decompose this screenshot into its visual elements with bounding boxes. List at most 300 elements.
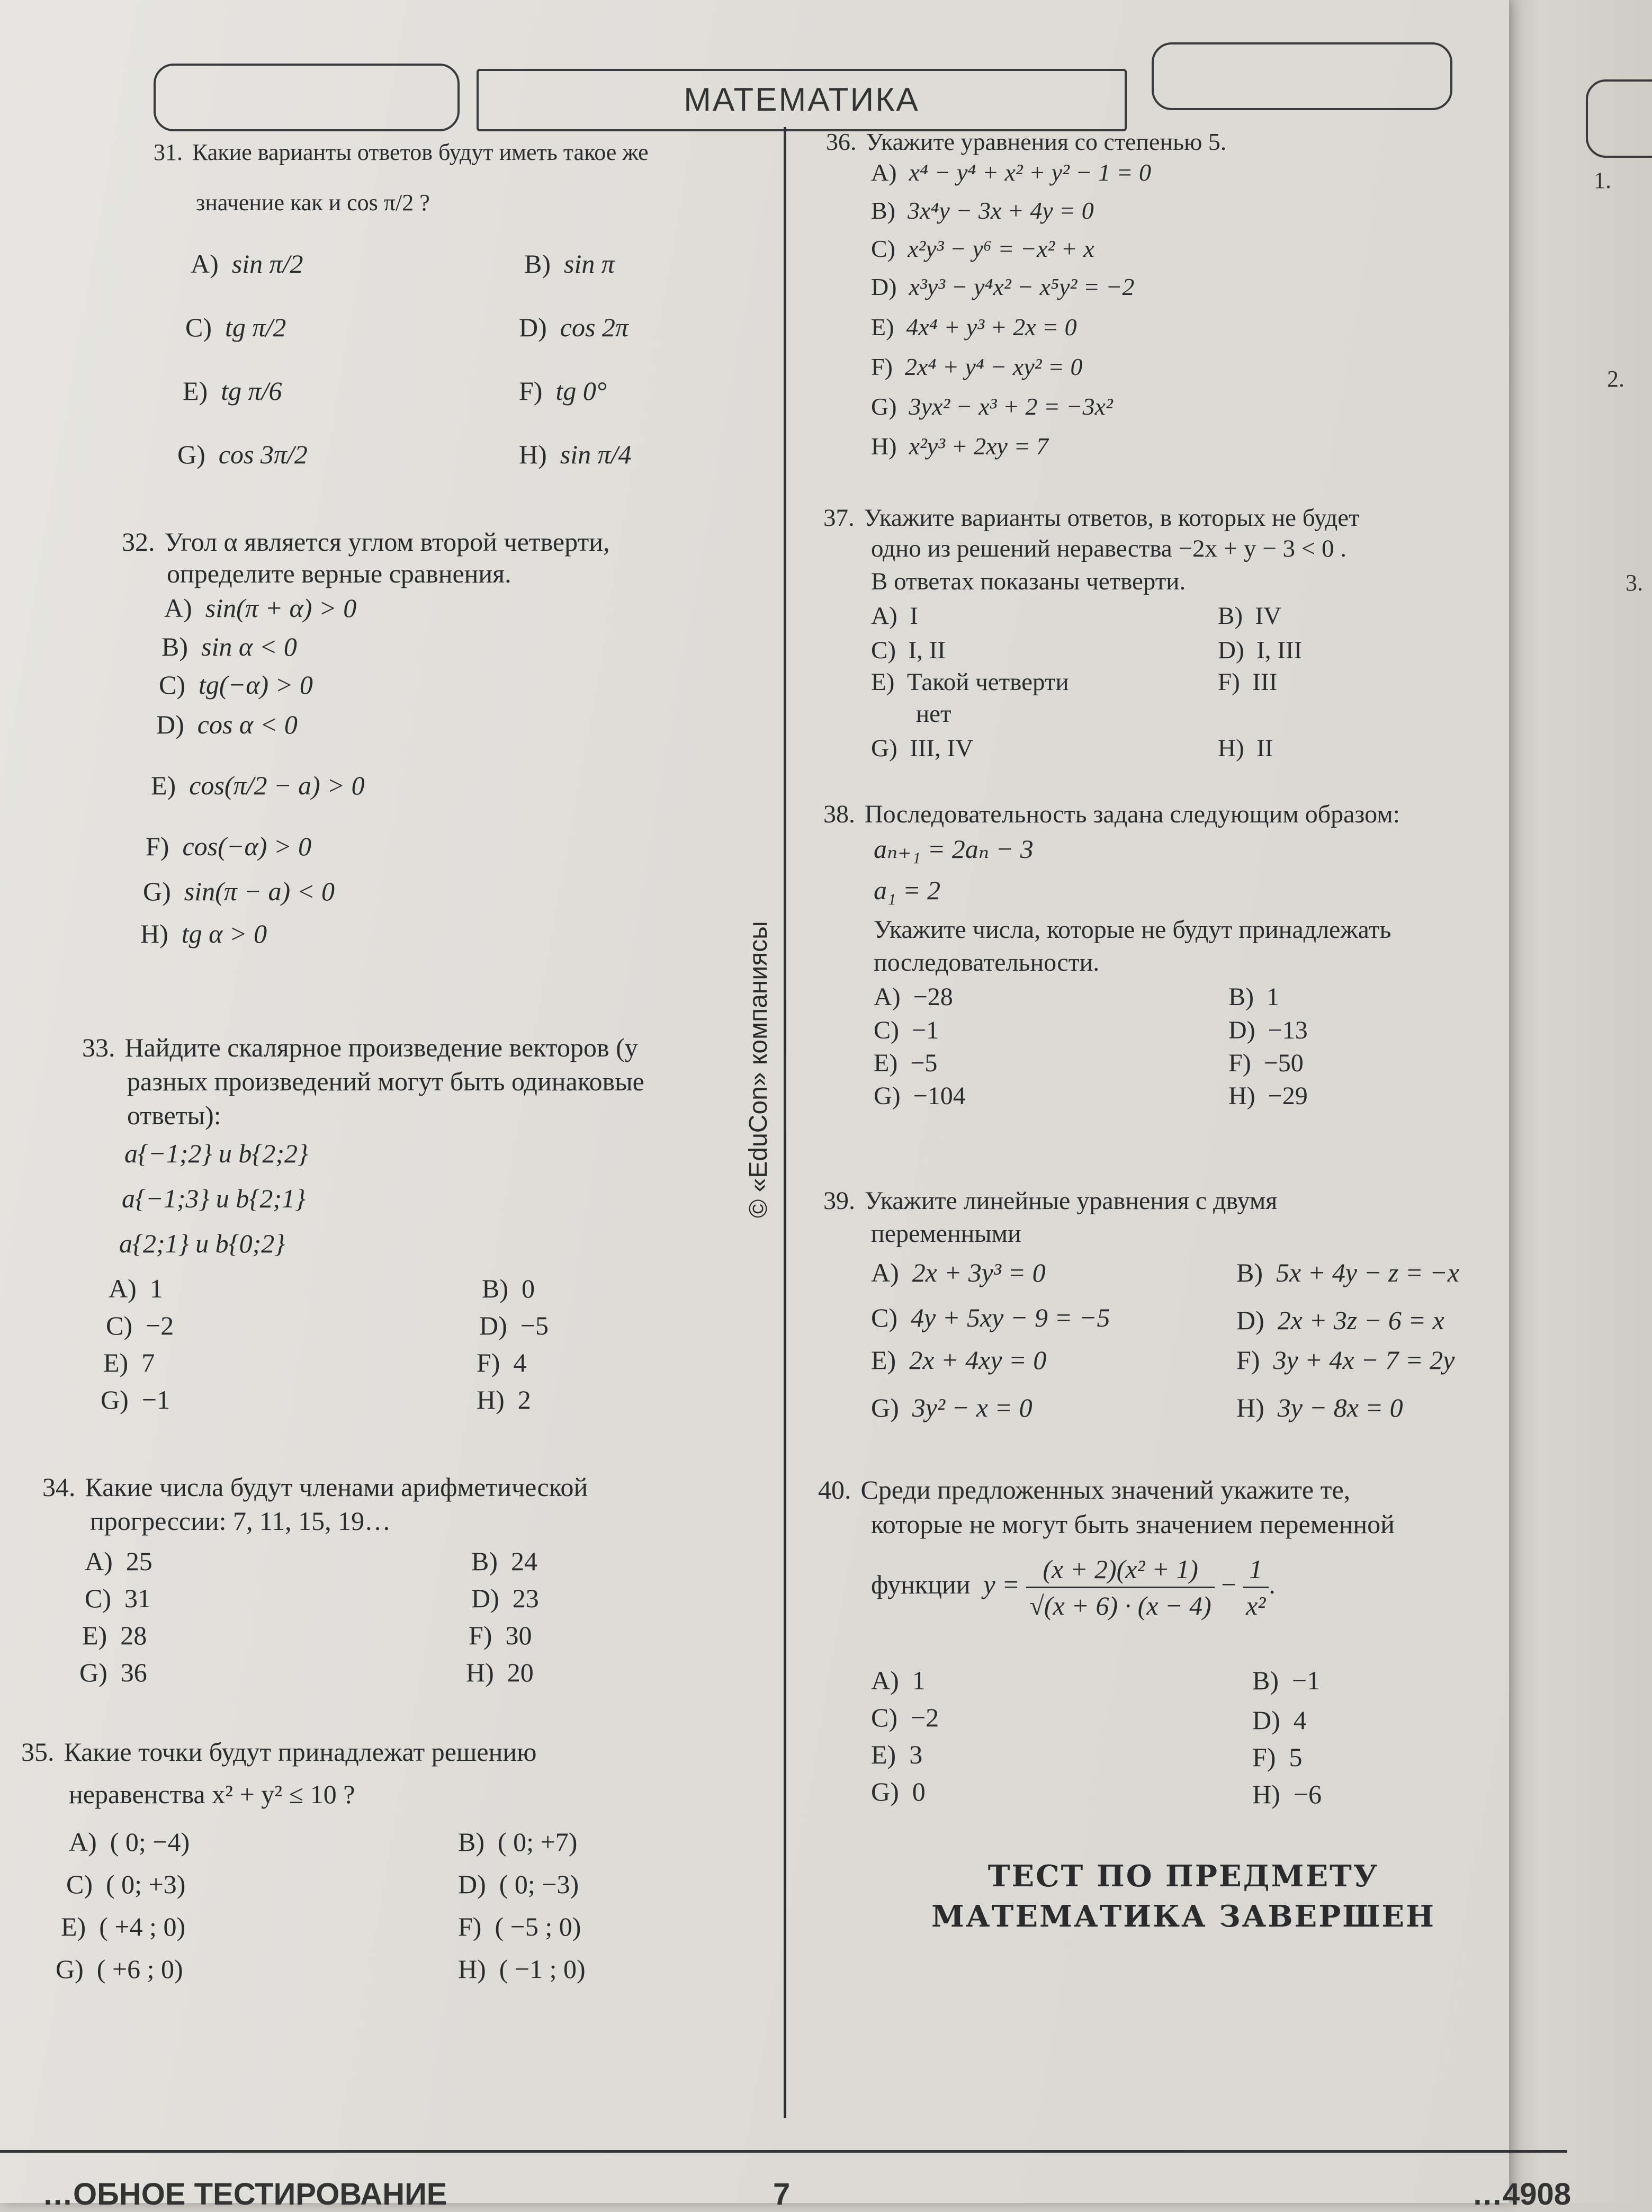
option-text: I, II <box>908 637 946 664</box>
footer-right: …4908 <box>1472 2177 1572 2211</box>
option-label: A) <box>191 249 219 279</box>
question-37-stem-2: одно из решений неравества −2x + y − 3 < 0 . <box>871 535 1346 562</box>
option-text: 23 <box>512 1583 539 1613</box>
option-label: E) <box>61 1912 86 1941</box>
option-label: D) <box>479 1311 507 1340</box>
option-35-h[interactable] <box>458 1951 586 1986</box>
option-text: ( 0; +7) <box>498 1827 578 1857</box>
option-label: B) <box>871 197 895 224</box>
option-38-a[interactable] <box>874 980 953 1015</box>
option-text: 3y + 4x − 7 = 2y <box>1273 1345 1455 1375</box>
option-text: 2 <box>517 1385 531 1414</box>
option-text: −6 <box>1293 1779 1322 1809</box>
option-39-g[interactable] <box>871 1390 1032 1425</box>
option-31-e[interactable] <box>183 373 282 408</box>
option-label: F) <box>1252 1742 1276 1772</box>
option-text: 3 <box>909 1740 923 1769</box>
bottom-rule <box>0 2150 1567 2153</box>
option-label: D) <box>471 1583 499 1613</box>
minus-sign: − <box>1221 1569 1236 1599</box>
option-label: F) <box>477 1348 500 1377</box>
option-37-d[interactable] <box>1218 633 1302 668</box>
option-37-c[interactable] <box>871 633 946 668</box>
option-34-d[interactable] <box>471 1581 539 1616</box>
option-label: D) <box>458 1869 486 1899</box>
option-text: 5 <box>1289 1742 1303 1772</box>
option-text: sin π/4 <box>560 440 632 469</box>
option-label: H) <box>140 919 168 948</box>
option-text: 2x + 3y³ = 0 <box>912 1258 1046 1287</box>
option-text: cos 2π <box>560 312 629 342</box>
option-33-d[interactable] <box>479 1308 549 1343</box>
option-label: H) <box>477 1385 505 1414</box>
option-39-f[interactable] <box>1236 1342 1455 1377</box>
option-label: B) <box>161 632 188 661</box>
option-text: 0 <box>912 1777 926 1806</box>
option-text: −2 <box>911 1703 939 1732</box>
option-36-g[interactable] <box>871 389 1113 424</box>
option-36-h[interactable] <box>871 429 1048 464</box>
option-37-f[interactable] <box>1218 665 1277 700</box>
question-38-stem-2: Укажите числа, которые не будут принадлежать <box>874 916 1391 944</box>
option-label: B) <box>1252 1665 1279 1695</box>
option-text: 4 <box>1293 1705 1307 1735</box>
option-text: cos(π/2 − a) > 0 <box>189 771 365 800</box>
option-32-d[interactable] <box>156 707 298 742</box>
question-33-stem-3: ответы): <box>127 1100 221 1130</box>
question-32-stem-2: определите верные сравнения. <box>167 559 511 588</box>
question-31-stem-1 <box>154 135 649 170</box>
question-35-stem-1 <box>21 1734 537 1769</box>
option-label: G) <box>871 735 897 762</box>
option-label: C) <box>106 1311 132 1340</box>
option-label: G) <box>143 876 171 906</box>
option-37-a[interactable] <box>871 598 918 633</box>
option-label: A) <box>871 602 897 630</box>
option-36-e[interactable] <box>871 310 1077 345</box>
option-text: cos 3π/2 <box>218 440 308 469</box>
option-text: 31 <box>124 1583 151 1613</box>
option-text: 3y − 8x = 0 <box>1277 1393 1403 1422</box>
option-text: I <box>910 602 918 630</box>
option-label: G) <box>871 1777 899 1806</box>
next-page-num-2: 2. <box>1607 366 1624 392</box>
option-text: 4 <box>513 1348 527 1377</box>
option-36-b[interactable] <box>871 193 1094 228</box>
option-label: D) <box>519 312 547 342</box>
option-text: tg α > 0 <box>181 919 267 948</box>
question-34-stem-1 <box>42 1470 588 1504</box>
option-label: G) <box>101 1385 129 1414</box>
tail-denominator: x² <box>1246 1591 1266 1620</box>
page-title: МАТЕМАТИКА <box>477 69 1127 131</box>
option-label: A) <box>69 1827 97 1857</box>
option-label: E) <box>871 668 895 696</box>
option-text: I, III <box>1256 637 1303 664</box>
option-39-h[interactable] <box>1236 1390 1403 1425</box>
option-text: −1 <box>1292 1665 1321 1695</box>
option-label: F) <box>469 1620 492 1650</box>
option-label: A) <box>164 593 192 623</box>
column-divider <box>784 127 786 2118</box>
option-label: F) <box>1228 1049 1251 1077</box>
option-label: H) <box>519 440 547 469</box>
question-33-stem-1 <box>82 1030 638 1065</box>
option-label: E) <box>183 376 208 406</box>
option-text: ( 0; −3) <box>499 1869 579 1899</box>
option-text: III, IV <box>910 735 974 762</box>
option-label: C) <box>871 637 896 664</box>
option-label: C) <box>871 1303 897 1332</box>
option-label: B) <box>482 1274 508 1303</box>
option-text: −1 <box>912 1016 939 1044</box>
option-text: cos α < 0 <box>197 710 298 739</box>
question-40-text: Среди предложенных значений укажите те, <box>860 1475 1351 1504</box>
option-label: C) <box>66 1869 93 1899</box>
option-text: −5 <box>520 1311 549 1340</box>
option-text: 3yx² − x³ + 2 = −3x² <box>909 393 1113 420</box>
question-40-number: 40. <box>818 1475 851 1504</box>
option-32-g[interactable] <box>143 874 335 909</box>
header-box-left <box>154 64 460 131</box>
option-label: F) <box>1236 1345 1260 1375</box>
option-36-d[interactable] <box>871 270 1134 305</box>
question-40-stem-2: которые не могут быть значением переменной <box>871 1509 1395 1539</box>
option-label: G) <box>79 1658 107 1687</box>
option-text: ( 0; +3) <box>106 1869 186 1899</box>
option-38-c[interactable] <box>874 1013 939 1048</box>
question-34-text: Какие числа будут членами арифметической <box>85 1472 588 1502</box>
option-text: x²y³ + 2xy = 7 <box>909 433 1048 460</box>
option-label: D) <box>871 273 897 300</box>
watermark: © «EduCon» компаниясы <box>744 921 773 1218</box>
next-page-edge <box>1493 0 1652 2203</box>
question-36-text: Укажите уравнения со степенью 5. <box>866 128 1227 155</box>
option-38-f[interactable] <box>1228 1046 1304 1081</box>
option-37-g[interactable] <box>871 731 973 766</box>
question-33-text: Найдите скалярное произведение векторов (у <box>124 1033 638 1062</box>
option-32-h[interactable] <box>140 916 267 951</box>
option-text: 1 <box>1267 983 1279 1011</box>
option-text: 2x⁴ + y⁴ − xy² = 0 <box>904 353 1083 380</box>
option-38-e[interactable] <box>874 1046 937 1081</box>
option-34-c[interactable] <box>85 1581 151 1616</box>
option-label: A) <box>871 1258 899 1287</box>
option-text: 25 <box>125 1546 152 1576</box>
option-label: D) <box>156 710 184 739</box>
option-text: ( +6 ; 0) <box>96 1954 183 1984</box>
option-label: E) <box>874 1049 898 1077</box>
option-34-h[interactable] <box>466 1655 534 1690</box>
option-label: F) <box>458 1912 482 1941</box>
option-33-f[interactable] <box>477 1345 526 1380</box>
option-40-d[interactable] <box>1252 1703 1307 1738</box>
option-text: tg π/2 <box>225 312 286 342</box>
option-33-h[interactable] <box>477 1382 531 1417</box>
option-label: H) <box>871 433 897 460</box>
option-35-d[interactable] <box>458 1867 579 1902</box>
option-label: A) <box>871 159 897 186</box>
option-label: B) <box>458 1827 484 1857</box>
option-text: Такой четверти <box>906 668 1069 696</box>
option-label: D) <box>1228 1016 1255 1044</box>
option-label: C) <box>159 670 185 700</box>
question-36-number: 36. <box>826 128 857 155</box>
option-35-f[interactable] <box>458 1909 581 1944</box>
option-label: A) <box>874 983 901 1011</box>
question-39-stem-1 <box>823 1184 1277 1219</box>
header-box-right <box>1152 42 1452 110</box>
option-label: F) <box>519 376 543 406</box>
option-33-a[interactable] <box>109 1271 163 1306</box>
option-39-a[interactable] <box>871 1255 1046 1290</box>
option-label: D) <box>1252 1705 1280 1735</box>
option-39-e[interactable] <box>871 1342 1046 1377</box>
option-text: 36 <box>120 1658 147 1687</box>
option-35-b[interactable] <box>458 1824 577 1859</box>
option-33-c[interactable] <box>106 1308 174 1343</box>
option-text: 28 <box>120 1620 147 1650</box>
option-text: −13 <box>1268 1016 1308 1044</box>
option-label: H) <box>1236 1393 1264 1422</box>
option-label: G) <box>874 1082 901 1110</box>
option-label: G) <box>177 440 205 469</box>
option-text: −5 <box>910 1049 938 1077</box>
option-text: −104 <box>913 1082 966 1110</box>
option-text: 24 <box>511 1546 537 1576</box>
main-numerator: (x + 2)(x² + 1) <box>1026 1552 1214 1588</box>
option-label: E) <box>103 1348 129 1377</box>
option-text: sin π <box>564 249 615 279</box>
question-39-text: Укажите линейные уравнения с двумя <box>865 1187 1278 1215</box>
option-40-a[interactable] <box>871 1663 926 1698</box>
option-label: B) <box>1236 1258 1263 1287</box>
option-label: C) <box>185 312 212 342</box>
option-text: 3y² − x = 0 <box>912 1393 1032 1422</box>
question-38-text: Последовательность задана следующим образом: <box>865 800 1400 828</box>
next-page-header-box <box>1586 79 1652 158</box>
option-label: H) <box>1218 735 1244 762</box>
option-text: cos(−α) > 0 <box>182 831 312 861</box>
main-denominator: √(x + 6) · (x − 4) <box>1029 1591 1211 1620</box>
option-33-g[interactable] <box>101 1382 170 1417</box>
option-40-e[interactable] <box>871 1737 922 1772</box>
option-label: G) <box>56 1954 84 1984</box>
next-page-num-1: 1. <box>1594 167 1611 193</box>
option-text: III <box>1252 668 1278 696</box>
option-31-b[interactable] <box>524 246 615 281</box>
option-32-a[interactable] <box>164 590 356 625</box>
option-label: C) <box>871 1703 897 1732</box>
option-35-c[interactable] <box>66 1867 185 1902</box>
option-38-g[interactable] <box>874 1079 966 1114</box>
next-page-num-3: 3. <box>1626 570 1643 596</box>
question-37-stem-3: В ответах показаны четверти. <box>871 568 1186 595</box>
option-text: tg 0° <box>555 376 607 406</box>
option-33-e[interactable] <box>103 1345 155 1380</box>
test-complete-note <box>879 1856 1488 1937</box>
option-text: 20 <box>507 1658 534 1687</box>
option-text: 4y + 5xy − 9 = −5 <box>911 1303 1110 1332</box>
option-text: tg(−α) > 0 <box>199 670 313 700</box>
option-36-f[interactable] <box>871 350 1082 384</box>
test-complete-line-1: ТЕСТ ПО ПРЕДМЕТУ <box>987 1859 1379 1894</box>
option-39-c[interactable] <box>871 1300 1110 1335</box>
question-37-stem-1 <box>823 500 1360 535</box>
option-31-h[interactable] <box>519 437 632 472</box>
question-38-stem-1 <box>823 797 1400 832</box>
question-35-stem-2: неравенства x² + y² ≤ 10 ? <box>69 1779 355 1809</box>
option-text: 1 <box>912 1665 926 1695</box>
question-32-text: Угол α является углом второй четверти, <box>164 527 610 557</box>
recurrence-formula: aₙ₊₁ = 2aₙ − 3 <box>874 834 1034 864</box>
option-text: 5x + 4y − z = −x <box>1276 1258 1459 1287</box>
footer-left: …ОБНОЕ ТЕСТИРОВАНИЕ <box>42 2177 447 2211</box>
option-label: B) <box>1218 602 1243 630</box>
option-text: 2x + 3z − 6 = x <box>1277 1305 1444 1335</box>
option-40-g[interactable] <box>871 1774 926 1809</box>
main-fraction <box>1026 1552 1214 1623</box>
option-text: x²y³ − y⁶ = −x² + x <box>908 235 1094 262</box>
option-text: 1 <box>149 1274 163 1303</box>
option-35-e[interactable] <box>61 1909 185 1944</box>
question-34-stem-2: прогрессии: 7, 11, 15, 19… <box>90 1506 391 1536</box>
footer-page-number: 7 <box>773 2177 791 2211</box>
option-32-b[interactable] <box>161 629 297 664</box>
option-38-b[interactable] <box>1228 980 1279 1015</box>
tail-numerator: 1 <box>1243 1552 1269 1588</box>
option-label: F) <box>1218 668 1240 696</box>
question-32-number: 32. <box>122 527 155 557</box>
option-31-f[interactable] <box>519 373 607 408</box>
option-label: E) <box>151 771 176 800</box>
option-text: −29 <box>1268 1082 1308 1110</box>
option-text: 2x + 4xy = 0 <box>909 1345 1047 1375</box>
option-label: E) <box>871 1740 896 1769</box>
option-label: A) <box>109 1274 137 1303</box>
option-label: A) <box>85 1546 113 1576</box>
option-32-e[interactable] <box>151 768 365 803</box>
option-label: F) <box>871 353 893 380</box>
option-36-c[interactable] <box>871 231 1094 266</box>
question-38-stem-3: последовательности. <box>874 948 1100 977</box>
vector-pair-2: a{−1;3} и b{2;1} <box>122 1184 306 1213</box>
option-label: F) <box>146 831 169 861</box>
option-40-h[interactable] <box>1252 1777 1322 1812</box>
option-36-a[interactable] <box>871 155 1151 190</box>
question-35-text: Какие точки будут принадлежат решению <box>64 1737 537 1767</box>
option-34-b[interactable] <box>471 1544 537 1579</box>
option-text: 7 <box>141 1348 155 1377</box>
option-32-c[interactable] <box>159 667 313 702</box>
option-40-f[interactable] <box>1252 1740 1302 1775</box>
tail-fraction <box>1243 1552 1269 1623</box>
option-text: ( −5 ; 0) <box>495 1912 581 1941</box>
option-35-a[interactable] <box>69 1824 190 1859</box>
option-text: IV <box>1255 602 1282 630</box>
question-31-stem-2: значение как и cos π/2 ? <box>196 190 430 216</box>
vector-pair-1: a{−1;2} и b{2;2} <box>124 1139 309 1168</box>
option-37-e[interactable] <box>871 665 1069 700</box>
option-label: C) <box>874 1016 899 1044</box>
option-text: −2 <box>146 1311 174 1340</box>
option-text: −28 <box>913 983 953 1011</box>
option-label: D) <box>1236 1305 1264 1335</box>
option-text: sin α < 0 <box>201 632 297 661</box>
question-34-number: 34. <box>42 1472 76 1502</box>
option-text: −50 <box>1263 1049 1304 1077</box>
option-text: 4x⁴ + y³ + 2x = 0 <box>906 314 1077 341</box>
option-label: B) <box>524 249 551 279</box>
option-label: E) <box>871 314 894 341</box>
question-39-number: 39. <box>823 1187 855 1215</box>
question-33-number: 33. <box>82 1033 115 1062</box>
option-label: H) <box>1252 1779 1280 1809</box>
option-label: E) <box>82 1620 107 1650</box>
question-39-stem-2: переменными <box>871 1220 1021 1248</box>
option-text: II <box>1256 735 1273 762</box>
option-35-g[interactable] <box>56 1951 183 1986</box>
option-38-h[interactable] <box>1228 1079 1308 1114</box>
question-32-stem-1 <box>122 524 610 559</box>
option-37-b[interactable] <box>1218 598 1281 633</box>
option-34-g[interactable] <box>79 1655 147 1690</box>
option-text: ( −1 ; 0) <box>499 1954 586 1984</box>
option-40-c[interactable] <box>871 1700 939 1735</box>
option-text: x⁴ − y⁴ + x² + y² − 1 = 0 <box>909 159 1151 186</box>
option-31-c[interactable] <box>185 310 286 345</box>
option-37-e-cont: нет <box>916 700 951 728</box>
option-37-h[interactable] <box>1218 731 1273 766</box>
option-label: E) <box>871 1345 896 1375</box>
option-text: −1 <box>141 1385 170 1414</box>
option-label: G) <box>871 1393 899 1422</box>
option-40-b[interactable] <box>1252 1663 1320 1698</box>
option-33-b[interactable] <box>482 1271 535 1306</box>
option-38-d[interactable] <box>1228 1013 1308 1048</box>
option-39-b[interactable] <box>1236 1255 1459 1290</box>
question-36-stem-1 <box>826 124 1226 159</box>
option-34-f[interactable] <box>469 1618 532 1653</box>
option-39-d[interactable] <box>1236 1303 1444 1338</box>
option-text: ( 0; −4) <box>110 1827 190 1857</box>
option-34-a[interactable] <box>85 1544 152 1579</box>
option-label: A) <box>871 1665 899 1695</box>
option-label: C) <box>85 1583 111 1613</box>
option-31-a[interactable] <box>191 246 303 281</box>
option-label: H) <box>458 1954 486 1984</box>
option-label: G) <box>871 393 897 420</box>
option-31-g[interactable] <box>177 437 308 472</box>
option-label: B) <box>1228 983 1254 1011</box>
function-formula: функции y = $\frac{\text{(x + 2)(x² + 1)}}{√(x + 6) \cdot (x - 4)}$ − $\frac{1}{\text{x²}}$ . <box>871 1552 1276 1623</box>
question-37-number: 37. <box>823 504 855 532</box>
function-y: y = <box>983 1569 1020 1599</box>
test-complete-line-2: МАТЕМАТИКА ЗАВЕРШЕН <box>931 1899 1435 1934</box>
question-35-number: 35. <box>21 1737 55 1767</box>
option-text: sin(π − a) < 0 <box>184 876 335 906</box>
option-label: C) <box>871 235 895 262</box>
option-text: sin π/2 <box>231 249 303 279</box>
option-31-d[interactable] <box>519 310 629 345</box>
option-34-e[interactable] <box>82 1618 147 1653</box>
option-label: H) <box>466 1658 494 1687</box>
option-text: 30 <box>505 1620 532 1650</box>
option-label: D) <box>1218 637 1244 664</box>
question-31-number: 31. <box>154 139 183 165</box>
function-label: функции <box>871 1569 971 1599</box>
option-32-f[interactable] <box>146 829 311 864</box>
